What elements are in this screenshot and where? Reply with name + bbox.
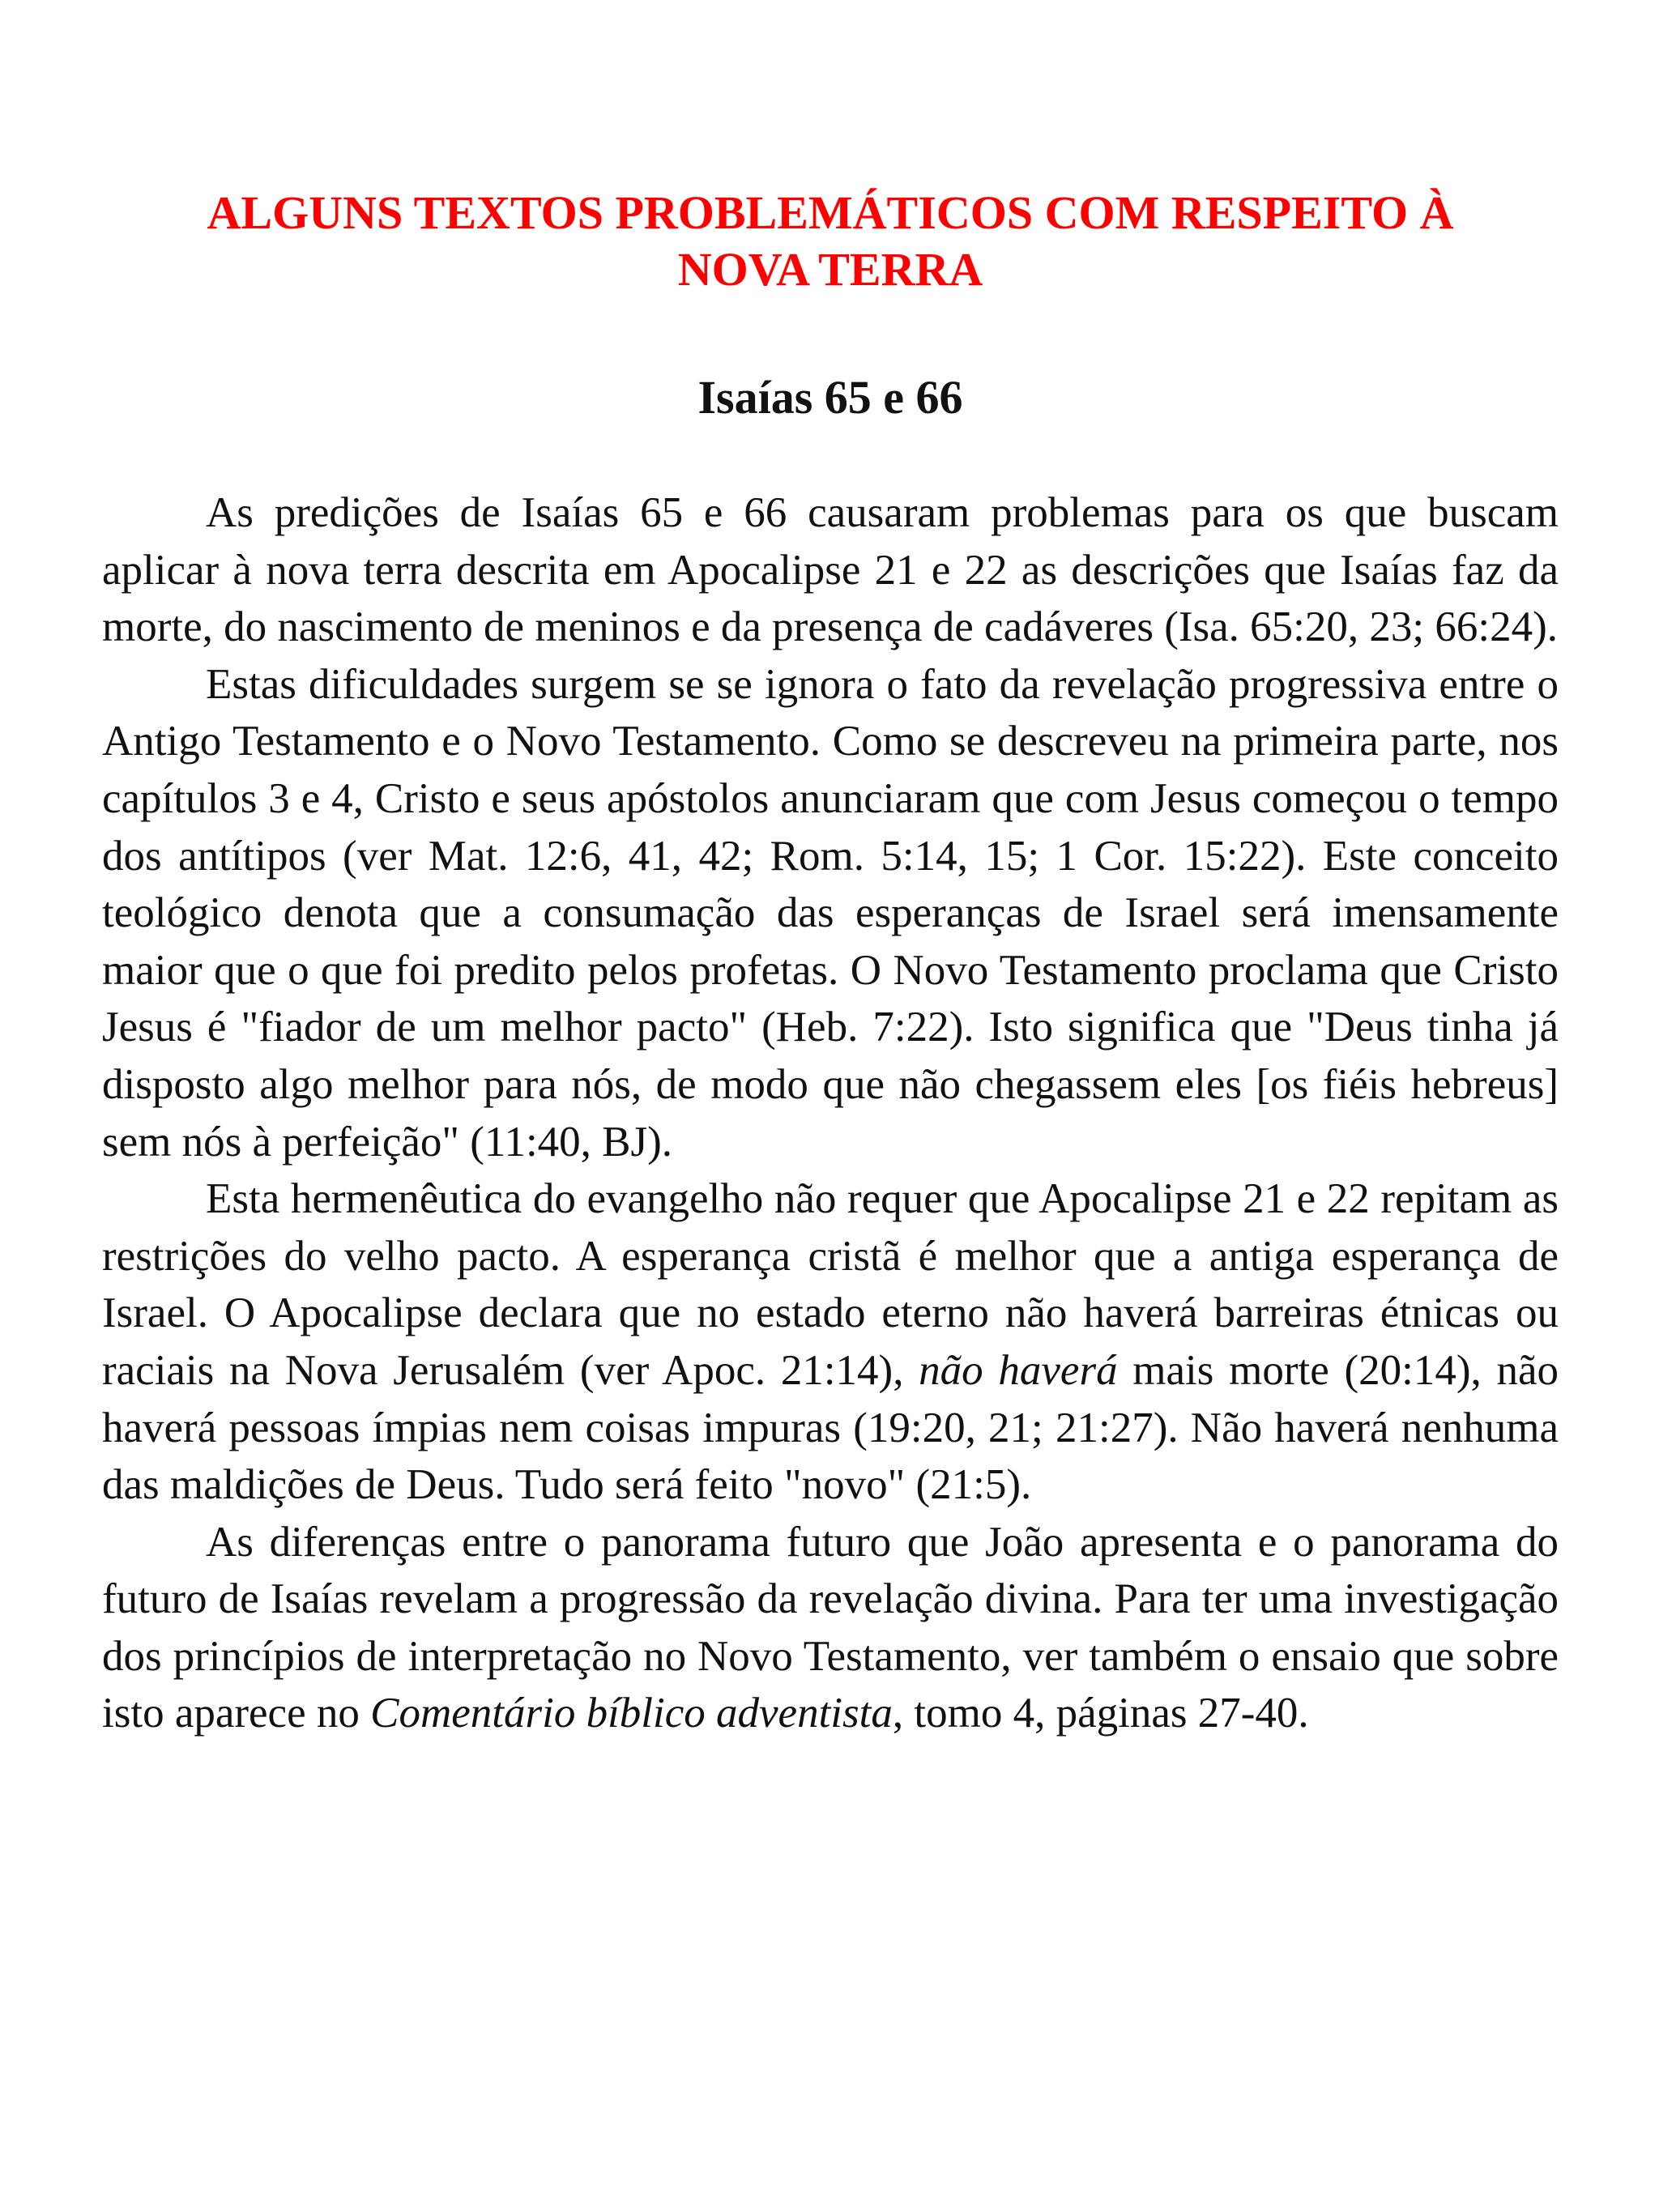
body-text (102, 484, 1559, 1742)
paragraph-4-part-1: As diferenças entre o panorama futuro que João apresenta e o panorama do futuro de Isaías revelam a progressão da revelação divina. Para ter uma investigação dos princípios de interpretação no Novo Testamento, ver também o ensaio que sobre isto aparece no (102, 1518, 1559, 1737)
paragraph-3-italic: não haverá (919, 1346, 1118, 1394)
document-title (102, 185, 1559, 298)
document-page (102, 185, 1559, 1742)
paragraph-1: As predições de Isaías 65 e 66 causaram problemas para os que buscam aplicar à nova terra descrita em Apocalipse 21 e 22 as descrições que Isaías faz da morte, do nascimento de meninos e da presença de cadáveres (Isa. 65:20, 23; 66:24). (102, 489, 1559, 651)
section-heading: Isaías 65 e 66 (697, 371, 963, 424)
book-title-italic: Comentário bíblico adventista (370, 1690, 893, 1737)
paragraph-3-part-1: Esta hermenêutica do evangelho não requer que Apocalipse 21 e 22 repitam as restrições do velho pacto. A esperança cristã é melhor que a antiga esperança de Israel. O Apocalipse declara que no estado eterno não haverá barreiras étnicas ou raciais na Nova Jerusalém (ver Apoc. 21:14), (102, 1175, 1559, 1394)
paragraph-3 (102, 1170, 1559, 1514)
paragraph-3-part-2: mais morte (20:14), não haverá pessoas ímpias nem coisas impuras (19:20, 21; 21:27). Não haverá nenhuma das maldições de Deus. Tudo será feito "novo" (21:5). (102, 1346, 1559, 1509)
paragraph-2: Estas dificuldades surgem se se ignora o fato da revelação progressiva entre o Antigo Testamento e o Novo Testamento. Como se descreveu na primeira parte, nos capítulos 3 e 4, Cristo e seus apóstolos anunciaram que com Jesus começou o tempo dos antítipos (ver Mat. 12:6, 41, 42; Rom. 5:14, 15; 1 Cor. 15:22). Este conceito teológico denota que a consumação das esperanças de Israel será imensamente maior que o que foi predito pelos profetas. O Novo Testamento proclama que Cristo Jesus é "fiador de um melhor pacto" (Heb. 7:22). Isto significa que "Deus tinha já disposto algo melhor para nós, de modo que não chegassem eles [os fiéis hebreus] sem nós à perfeição" (11:40, BJ). (102, 660, 1559, 1166)
paragraph-4-part-2: , tomo 4, páginas 27-40. (892, 1690, 1309, 1737)
title-line-2: NOVA TERRA (677, 243, 983, 296)
paragraph-4 (102, 1514, 1559, 1742)
title-line-1: ALGUNS TEXTOS PROBLEMÁTICOS COM RESPEITO À (207, 186, 1454, 239)
